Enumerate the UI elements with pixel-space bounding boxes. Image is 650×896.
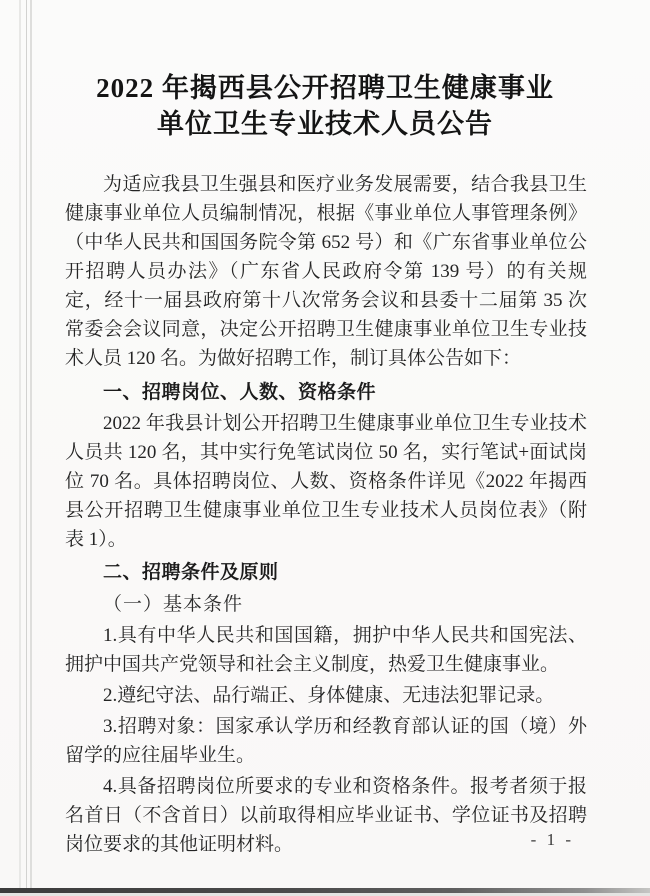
section-heading-recruitment-positions: 一、招聘岗位、人数、资格条件: [103, 382, 377, 403]
document-body: [65, 170, 587, 859]
section-heading-conditions-principles: 二、招聘条件及原则: [103, 562, 279, 583]
scan-edge-line-left-3: [30, 0, 32, 888]
page-number: - 1 -: [530, 830, 574, 849]
paragraph-introduction: 为适应我县卫生强县和医疗业务发展需要，结合我县卫生健康事业单位人员编制情况，根据《事业单位人事管理条例》（中华人民共和国国务院令第 652 号）和《广东省事业单位公开招聘人员办法》（广东省人民政府令第 139 号）的有关规定，经十一届县政府第十八次常务会议和县委十二届第 35 次常委会会议同意，决定公开招聘卫生健康事业单位卫生专业技术人员 120 名。为做好招聘工作，制订具体公告如下：: [65, 174, 587, 369]
document-title-line-1: 2022 年揭西县公开招聘卫生健康事业: [96, 73, 554, 103]
scan-edge-line-left-1: [19, 0, 21, 888]
condition-item-1: 1.具有中华人民共和国国籍，拥护中华人民共和国宪法、拥护中国共产党领导和社会主义制度，热爱卫生健康事业。: [65, 625, 587, 675]
condition-item-4: 4.具备招聘岗位所要求的专业和资格条件。报考者须于报名首日（不含首日）以前取得相应毕业证书、学位证书及招聘岗位要求的其他证明材料。: [65, 776, 587, 855]
document-title-line-2: 单位卫生专业技术人员公告: [157, 109, 493, 139]
sub-heading-basic-conditions: （一）基本条件: [103, 594, 244, 615]
paragraph-position-counts: 2022 年我县计划公开招聘卫生健康事业单位卫生专业技术人员共 120 名，其中实行免笔试岗位 50 名，实行笔试+面试岗位 70 名。具体招聘岗位、人数、资格条件详见《2022 年揭西县公开招聘卫生健康事业单位卫生专业技术人员岗位表》（附表 1）。: [65, 413, 587, 550]
condition-item-3: 3.招聘对象：国家承认学历和经教育部认证的国（境）外留学的应往届毕业生。: [65, 716, 587, 766]
document-title: [0, 70, 650, 142]
condition-item-2: 2.遵纪守法、品行端正、身体健康、无违法犯罪记录。: [103, 685, 555, 706]
scan-edge-line-left-2: [26, 0, 27, 888]
